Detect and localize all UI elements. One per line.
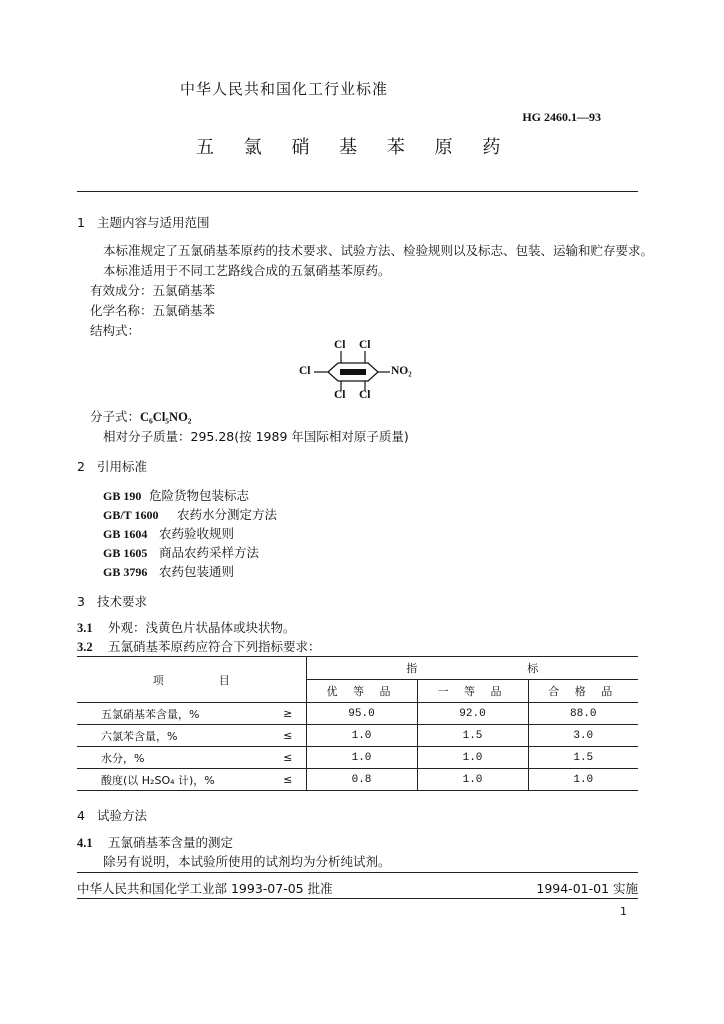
test-method-paragraph: 除另有说明，本试验所使用的试剂均为分析纯试剂。 (103, 854, 391, 869)
reference-item (103, 543, 259, 561)
reference-item (103, 486, 249, 504)
page-number: 1 (620, 905, 627, 918)
row-value: 1.0 (417, 747, 528, 769)
structural-formula (294, 335, 434, 405)
reference-title: 商品农药采样方法 (159, 545, 260, 560)
reference-title: 危险货物包装标志 (149, 488, 250, 503)
atom-cl-top-left: Cl (334, 339, 346, 351)
reference-title: 农药包装通则 (159, 564, 235, 579)
section-title: 主题内容与适用范围 (97, 215, 210, 230)
active-ingredient: 有效成分：五氯硝基苯 (90, 283, 216, 298)
specification-table (77, 656, 638, 791)
row-value: 1.0 (528, 769, 638, 791)
row-value: 3.0 (528, 725, 638, 747)
index-header: 指 标 (306, 657, 638, 680)
row-value: 1.0 (306, 725, 417, 747)
footer-divider-top (77, 872, 638, 873)
clause-4-1 (77, 833, 233, 851)
table-row (77, 703, 638, 725)
grade-header: 优 等 品 (306, 680, 417, 703)
section-4-heading (77, 806, 147, 824)
structure-label: 结构式： (90, 323, 141, 338)
row-value: 1.5 (417, 725, 528, 747)
section-title: 技术要求 (97, 594, 148, 609)
section-title: 试验方法 (97, 808, 148, 823)
reference-code: GB 1604 (103, 527, 148, 541)
section-1-heading (77, 213, 210, 231)
scope-paragraph-1: 本标准规定了五氯硝基苯原药的技术要求、试验方法、检验规则以及标志、包装、运输和贮存要求。 (103, 243, 654, 258)
clause-3-1 (77, 618, 296, 636)
atom-cl-left: Cl (299, 365, 311, 377)
row-value: 88.0 (528, 703, 638, 725)
effective-date: 1994-01-01 实施 (536, 881, 638, 896)
atom-no2: NO₂ (391, 365, 412, 377)
row-value: 92.0 (417, 703, 528, 725)
reference-item (103, 524, 234, 542)
reference-code: GB 190 (103, 489, 142, 503)
row-item: 六氯苯含量，% (77, 725, 270, 747)
grade-header: 一 等 品 (417, 680, 528, 703)
section-2-heading (77, 457, 147, 475)
table-row (77, 725, 638, 747)
document-title: 五 氯 硝 基 苯 原 药 (196, 137, 513, 158)
reference-item (103, 562, 234, 580)
molecular-mass: 相对分子质量：295.28(按 1989 年国际相对原子质量) (103, 429, 409, 444)
row-value: 0.8 (306, 769, 417, 791)
clause-number: 3.1 (77, 621, 93, 635)
reference-code: GB 1605 (103, 546, 148, 560)
section-title: 引用标准 (97, 459, 148, 474)
clause-text: 五氯硝基苯含量的测定 (108, 835, 234, 850)
table-row (77, 747, 638, 769)
scope-paragraph-2: 本标准适用于不同工艺路线合成的五氯硝基苯原药。 (103, 263, 391, 278)
reference-code: GB 3796 (103, 565, 148, 579)
table-row (77, 769, 638, 791)
row-operator: ≤ (270, 725, 306, 747)
atom-cl-bottom-left: Cl (334, 389, 346, 401)
row-value: 1.5 (528, 747, 638, 769)
row-item: 五氯硝基苯含量，% (77, 703, 270, 725)
reference-title: 农药验收规则 (159, 526, 235, 541)
row-value: 1.0 (306, 747, 417, 769)
item-header: 项 目 (77, 657, 306, 703)
clause-text: 外观：浅黄色片状晶体或块状物。 (108, 620, 296, 635)
row-value: 1.0 (417, 769, 528, 791)
section-number: 2 (77, 459, 85, 474)
grade-header: 合 格 品 (528, 680, 638, 703)
molecular-formula (90, 407, 192, 425)
clause-number: 3.2 (77, 640, 93, 654)
approval-line: 中华人民共和国化学工业部 1993-07-05 批准 (77, 881, 333, 896)
clause-number: 4.1 (77, 836, 93, 850)
header-divider (77, 191, 638, 192)
row-value: 95.0 (306, 703, 417, 725)
issuing-organization: 中华人民共和国化工行业标准 (180, 80, 389, 98)
clause-3-2 (77, 637, 321, 655)
standard-code: HG 2460.1—93 (522, 110, 601, 124)
atom-cl-bottom-right: Cl (359, 389, 371, 401)
row-operator: ≤ (270, 769, 306, 791)
row-item: 水分，% (77, 747, 270, 769)
section-number: 3 (77, 594, 85, 609)
section-number: 1 (77, 215, 85, 230)
reference-title: 农药水分测定方法 (177, 507, 278, 522)
reference-code: GB/T 1600 (103, 508, 159, 522)
row-operator: ≤ (270, 747, 306, 769)
chemical-name: 化学名称：五氯硝基苯 (90, 303, 216, 318)
section-3-heading (77, 592, 147, 610)
atom-cl-top-right: Cl (359, 339, 371, 351)
row-operator: ≥ (270, 703, 306, 725)
footer-divider-bottom (77, 898, 638, 899)
section-number: 4 (77, 808, 85, 823)
clause-text: 五氯硝基苯原药应符合下列指标要求： (108, 639, 321, 654)
formula-value: C₆Cl₅NO₂ (140, 410, 192, 424)
formula-label: 分子式： (90, 409, 141, 424)
reference-item (103, 505, 277, 523)
row-item: 酸度(以 H₂SO₄ 计)，% (77, 769, 270, 791)
